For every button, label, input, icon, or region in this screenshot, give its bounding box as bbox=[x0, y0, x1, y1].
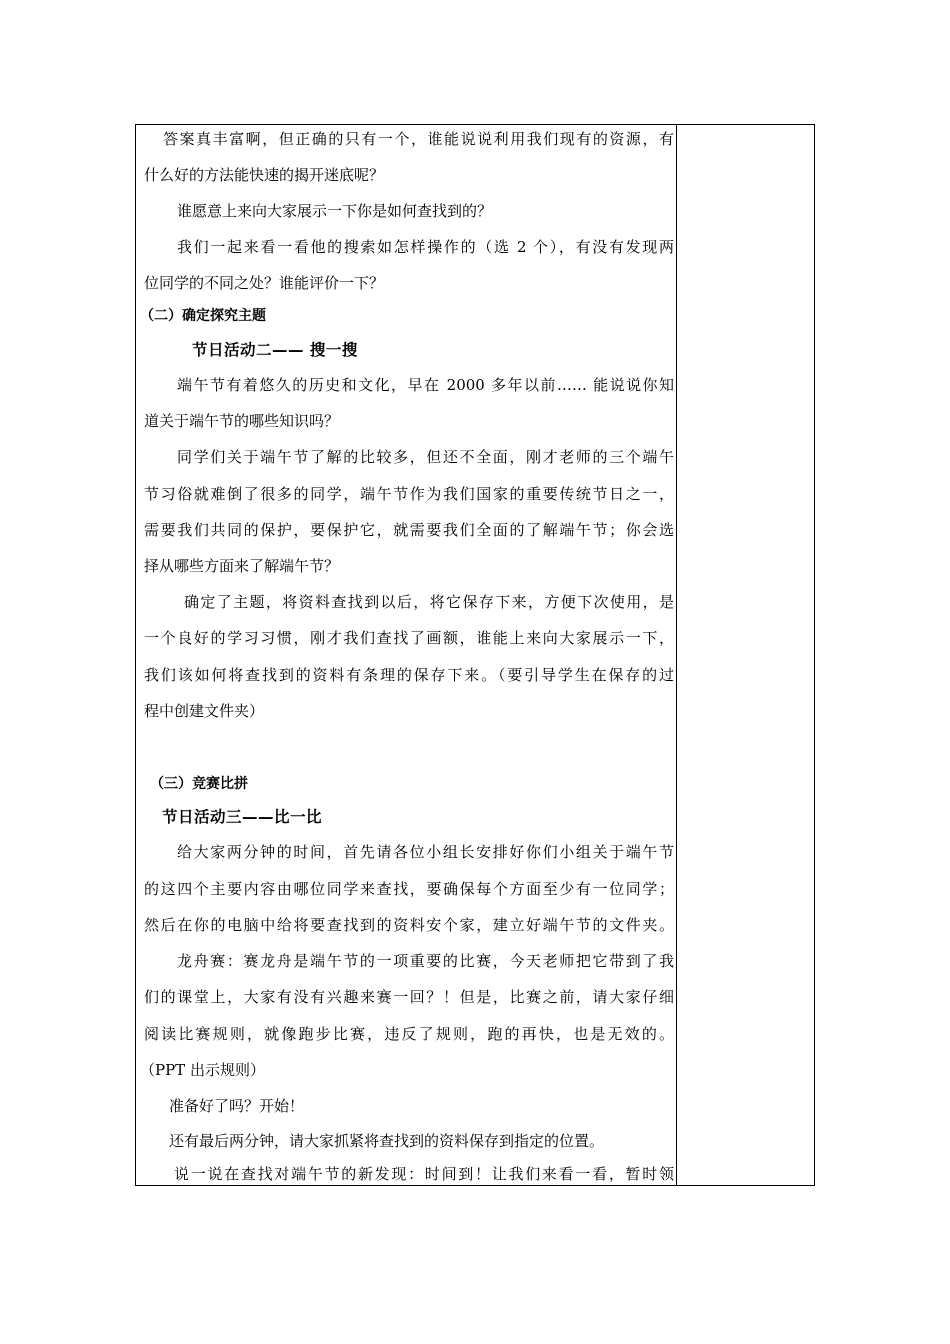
paragraph-line: 说一说在查找对端午节的新发现：时间到！让我们来看一看，暂时领 bbox=[174, 1165, 674, 1183]
section-heading-3: （三）竞赛比拼 bbox=[150, 776, 248, 792]
activity-title-2: 节日活动二—— 搜一搜 bbox=[192, 341, 358, 359]
paragraph-line: 择从哪些方面来了解端午节？ bbox=[144, 557, 340, 575]
paragraph-line: 道关于端午节的哪些知识吗？ bbox=[144, 412, 340, 430]
paragraph-line: 同学们关于端午节了解的比较多，但还不全面，刚才老师的三个端午 bbox=[177, 448, 674, 466]
paragraph-line: 们的课堂上，大家有没有兴趣来赛一回？！但是，比赛之前，请大家仔细 bbox=[144, 988, 674, 1006]
paragraph-line: 什么好的方法能快速的揭开迷底呢？ bbox=[144, 166, 385, 184]
paragraph-line: 程中创建文件夹） bbox=[144, 702, 265, 720]
paragraph-line: 答案真丰富啊，但正确的只有一个，谁能说说利用我们现有的资源，有 bbox=[163, 130, 674, 148]
paragraph-line: 我们该如何将查找到的资料有条理的保存下来。（要引导学生在保存的过 bbox=[144, 666, 674, 684]
activity-title-3: 节日活动三——比一比 bbox=[162, 808, 323, 826]
table-column-divider bbox=[676, 124, 677, 1186]
paragraph-line: 端午节有着悠久的历史和文化，早在 2000 多年以前…… 能说说你知 bbox=[177, 376, 674, 394]
paragraph-line: 一个良好的学习习惯，刚才我们查找了画额，谁能上来向大家展示一下， bbox=[144, 629, 674, 647]
paragraph-line: 需要我们共同的保护，要保护它，就需要我们全面的了解端午节；你会选 bbox=[144, 521, 674, 539]
paragraph-line: （PPT 出示规则） bbox=[140, 1061, 265, 1079]
paragraph-line: 节习俗就难倒了很多的同学，端午节作为我们国家的重要传统节日之一， bbox=[144, 485, 674, 503]
paragraph-line: 位同学的不同之处？谁能评价一下？ bbox=[144, 274, 385, 292]
paragraph-line: 还有最后两分钟，请大家抓紧将查找到的资料保存到指定的位置。 bbox=[169, 1132, 605, 1150]
paragraph-line: 谁愿意上来向大家展示一下你是如何查找到的？ bbox=[177, 202, 493, 220]
paragraph-line: 然后在你的电脑中给将要查找到的资料安个家，建立好端午节的文件夹。 bbox=[144, 916, 674, 934]
paragraph-line: 龙舟赛：赛龙舟是端午节的一项重要的比赛，今天老师把它带到了我 bbox=[177, 952, 674, 970]
paragraph-line: 我们一起来看一看他的搜索如怎样操作的（选 2 个），有没有发现两 bbox=[177, 238, 674, 256]
paragraph-line: 阅读比赛规则，就像跑步比赛，违反了规则，跑的再快，也是无效的。 bbox=[144, 1025, 674, 1043]
paragraph-line: 的这四个主要内容由哪位同学来查找，要确保每个方面至少有一位同学； bbox=[144, 880, 674, 898]
paragraph-line: 给大家两分钟的时间，首先请各位小组长安排好你们小组关于端午节 bbox=[177, 843, 674, 861]
paragraph-line: 确定了主题，将资料查找到以后，将它保存下来，方便下次使用，是 bbox=[184, 593, 674, 611]
paragraph-line: 准备好了吗？开始！ bbox=[169, 1097, 305, 1115]
section-heading-2: （二）确定探究主题 bbox=[140, 308, 266, 324]
